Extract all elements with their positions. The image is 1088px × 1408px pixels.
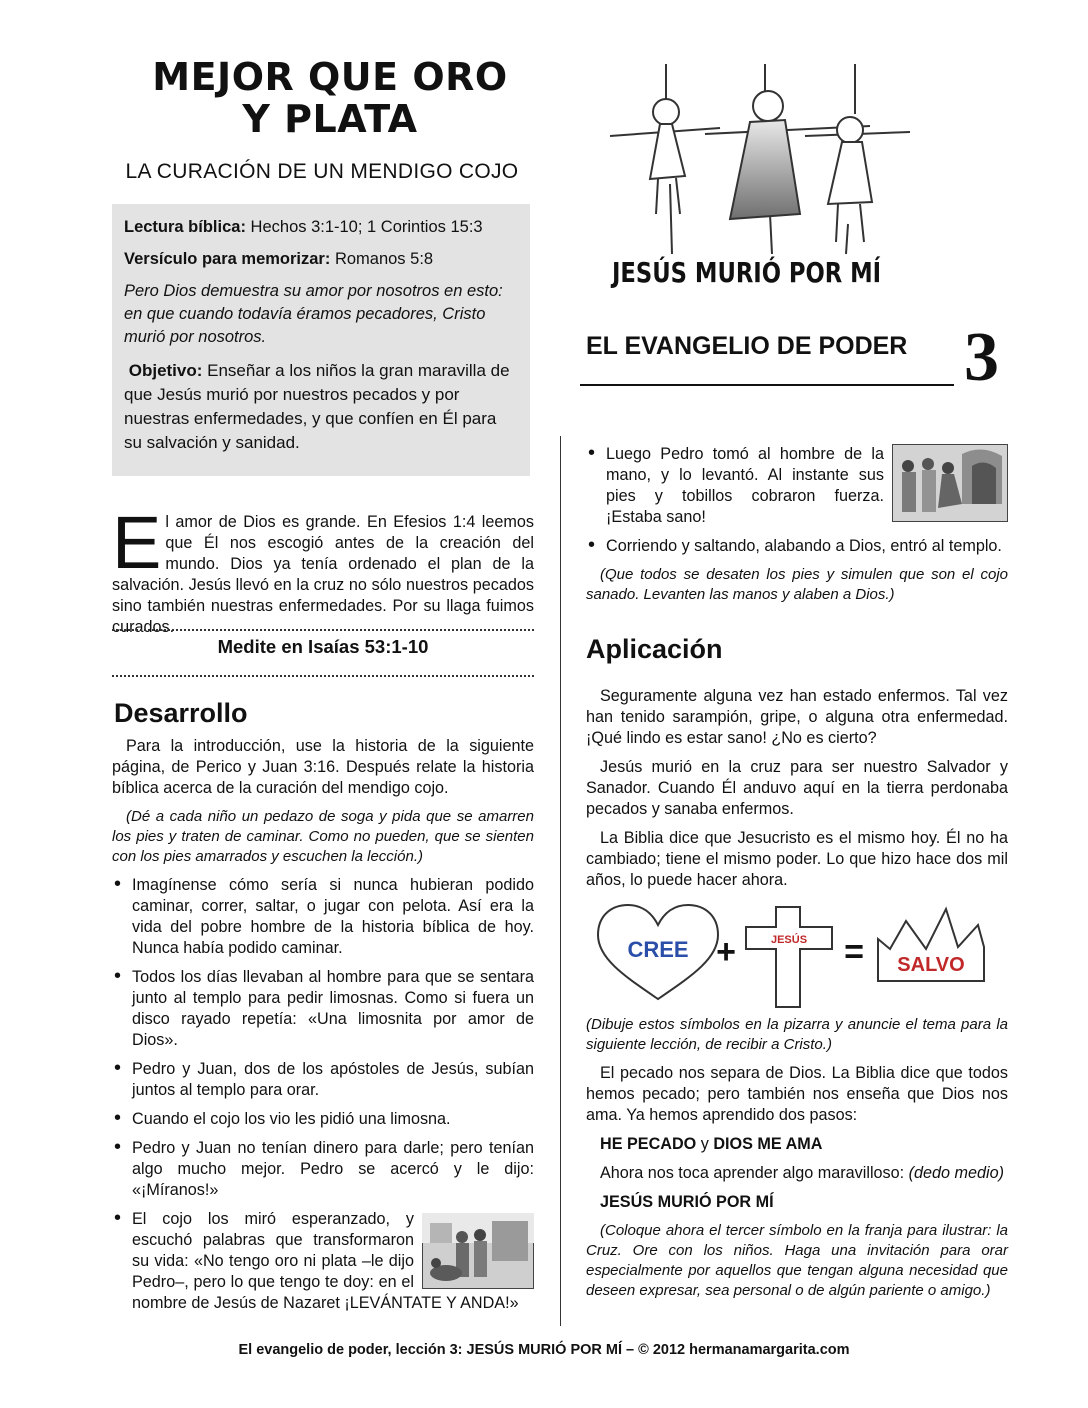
healed-man-illustration: [892, 444, 1008, 522]
aplicacion-heading: Aplicación: [586, 634, 723, 664]
list-item: • Cuando el cojo los vio les pidió una limosna.: [112, 1109, 534, 1130]
story-bullets: [586, 444, 1008, 557]
page-subtitle: LA CURACIÓN DE UN MENDIGO COJO: [125, 160, 519, 183]
step-2: DIOS ME AMA: [713, 1135, 823, 1153]
list-item: • Pedro y Juan, dos de los apóstoles de Jesús, subían juntos al templo para orar.: [112, 1059, 534, 1101]
versiculo-line: [124, 248, 518, 270]
cross-icon: [746, 907, 832, 1007]
lectura-line: [124, 216, 518, 238]
bullet-text: El cojo los miró esperanzado, y escuchó palabras que transformaron su vida: «No tengo oro ni plata –le dijo Pedro–, pero lo que tengo te doy: en el nombre de Jesús de Nazaret ¡LEVÁNTATE Y ANDA!»: [132, 1210, 519, 1312]
desarrollo-body: [112, 736, 534, 1322]
versiculo-value: Romanos 5:8: [334, 250, 434, 268]
objetivo-line: [124, 359, 518, 455]
objetivo-text: Enseñar a los niños la gran maravilla de que Jesús murió por nuestros pecados y por nuestras enfermedades, y que confíen en Él para su salvación y sanidad.: [124, 361, 510, 452]
desarrollo-bullets: [112, 875, 534, 1314]
title-line-2: Y PLATA: [242, 97, 418, 141]
desarrollo-note: (Dé a cada niño un pedazo de soga y pida que se amarren los pies y traten de caminar. Como no pueden, que se sienten con los pies amarrados y escuchen la lección.): [112, 808, 534, 865]
verse-text: Pero Dios demuestra su amor por nosotros en esto: en que cuando todavía éramos pecadores, Cristo murió por nosotros.: [124, 282, 503, 346]
list-item: • Pedro y Juan no tenían dinero para darle; pero tenían algo mucho mejor. Pedro se acercó y le dijo: «¡Míranos!»: [112, 1138, 534, 1201]
dotted-divider-top: [112, 629, 534, 631]
equals-sign: =: [844, 933, 864, 971]
p5-text: Ahora nos toca aprender algo maravilloso:: [600, 1164, 905, 1182]
symbols-note: (Dibuje estos símbolos en la pizarra y anuncie el tema para la siguiente lección, de recibir a Cristo.): [586, 1016, 1008, 1053]
lesson-number: 3: [964, 319, 999, 396]
aplicacion-p4: El pecado nos separa de Dios. La Biblia dice que todos hemos pecado; pero también nos enseña que Dios nos ama. Ya hemos aprendido dos pasos:: [586, 1064, 1008, 1124]
step-3: JESÚS MURIÓ POR MÍ: [600, 1193, 774, 1211]
info-box: [112, 204, 530, 476]
three-crosses-illustration: [610, 64, 990, 264]
list-item: • Imagínense cómo sería si nunca hubieran podido caminar, correr, saltar, o jugar con pelota. Así era la vida del pobre hombre de la historia bíblica de hoy. Nunca había podido caminar.: [112, 875, 534, 959]
list-item: [586, 444, 1008, 528]
objetivo-label: Objetivo:: [128, 361, 203, 380]
closing-note: (Coloque ahora el tercer símbolo en la franja para ilustrar: la Cruz. Ore con los niños. Haga una invitación para orar especialmente por aquellos que tengan alguna necesidad que deseen expresar, sea personal o de algún pariente o amigo.): [586, 1222, 1008, 1299]
lectura-label: Lectura bíblica:: [124, 218, 246, 236]
list-item: • Todos los días llevaban al hombre para que se sentara junto al templo para pedir limosnas. Como si fuera un disco rayado repetía: «Una limosnita por amor de Dios».: [112, 967, 534, 1051]
steps-line: [586, 1134, 1008, 1155]
dotted-divider-bottom: [112, 675, 534, 677]
intro-text: l amor de Dios es grande. En Efesios 1:4 leemos que Él nos escogió antes de la creación del mundo. Dios ya tenía ordenado el plan de la salvación. Jesús llevó en la cruz no sólo nuestros pecados sino también nuestras enfermedades. Por su llaga fuimos curados.: [112, 513, 534, 636]
cross-label: JESÚS: [770, 934, 808, 946]
drop-cap: E: [112, 501, 162, 584]
heart-label: CREE: [627, 937, 689, 962]
story-continuation: [586, 444, 1008, 613]
intro-paragraph: [112, 501, 534, 638]
steps-connector: y: [700, 1135, 709, 1153]
series-rule: [580, 384, 954, 386]
aplicacion-p3: La Biblia dice que Jesucristo es el mismo hoy. Él no ha cambiado; tiene el mismo poder. Lo que hizo hace dos mil años, lo puede hacer ahora.: [586, 829, 1008, 889]
lesson-title: JESÚS MURIÓ POR MÍ: [612, 256, 882, 289]
series-title: EL EVANGELIO DE PODER: [586, 332, 908, 360]
meditate-heading: Medite en Isaías 53:1-10: [217, 636, 429, 657]
desarrollo-heading: Desarrollo: [114, 698, 248, 728]
desarrollo-paragraph: Para la introducción, use la historia de la siguiente página, de Perico y Juan 3:16. Después relate la historia bíblica acerca de la curación del mendigo cojo.: [112, 737, 534, 797]
list-item: [112, 1209, 534, 1314]
peter-john-illustration: [422, 1213, 534, 1289]
plus-sign: +: [716, 933, 736, 971]
title-line-1: MEJOR QUE ORO: [152, 55, 508, 99]
list-item: • Corriendo y saltando, alabando a Dios, entró al templo.: [586, 536, 1008, 557]
versiculo-label: Versículo para memorizar:: [124, 250, 331, 268]
bullet-text: Luego Pedro tomó al hombre de la mano, y lo levantó. Al instante sus pies y tobillos cobraron fuerza. ¡Estaba sano!: [606, 445, 884, 526]
page-footer: El evangelio de poder, lección 3: JESÚS MURIÓ POR MÍ – © 2012 hermanamargarita.com: [238, 1342, 850, 1358]
step-1: HE PECADO: [600, 1135, 697, 1153]
column-divider: [560, 436, 561, 1326]
p5-note: (dedo medio): [908, 1164, 1005, 1182]
aplicacion-p5: [586, 1163, 1008, 1184]
story-note: (Que todos se desaten los pies y simulen que son el cojo sanado. Levanten las manos y alaben a Dios.): [586, 566, 1008, 603]
aplicacion-body: [586, 686, 1008, 1309]
page-title: [120, 56, 540, 140]
aplicacion-p2: Jesús murió en la cruz para ser nuestro Salvador y Sanador. Cuando Él anduvo aquí en la tierra perdonaba pecados y sanaba enfermos.: [586, 758, 1008, 818]
crown-label: SALVO: [897, 954, 965, 976]
aplicacion-p1: Seguramente alguna vez han estado enfermos. Tal vez han tenido sarampión, gripe, o alguna otra enfermedad. ¡Qué lindo es estar sano! ¿No es cierto?: [586, 687, 1008, 747]
lectura-value: Hechos 3:1-10; 1 Corintios 15:3: [250, 218, 483, 236]
symbols-equation: [586, 899, 1008, 1011]
